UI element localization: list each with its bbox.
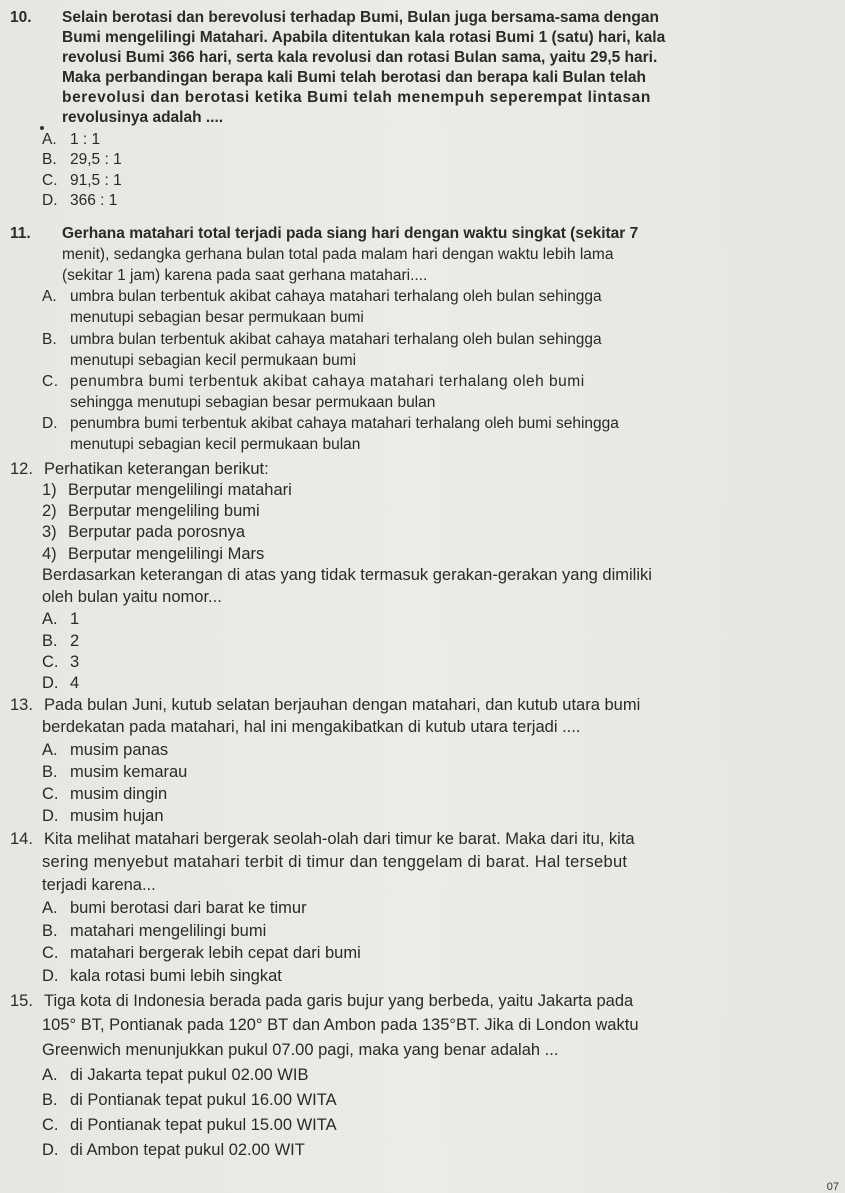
- question-number: 13.: [10, 696, 33, 714]
- question-text-line: menit), sedangka gerhana bulan total pada malam hari dengan waktu lebih lama: [62, 246, 614, 263]
- option-d[interactable]: D. kala rotasi bumi lebih singkat: [42, 967, 282, 985]
- list-item: 2) Berputar mengeliling bumi: [42, 502, 260, 520]
- question-text-line: Tiga kota di Indonesia berada pada garis bujur yang berbeda, yaitu Jakarta pada: [44, 992, 634, 1010]
- option-b-continued: menutupi sebagian kecil permukaan bumi: [70, 352, 357, 369]
- question-text-line: (sekitar 1 jam) karena pada saat gerhana matahari....: [62, 267, 428, 284]
- option-a[interactable]: A. musim panas: [42, 741, 169, 759]
- question-text-line: Gerhana matahari total terjadi pada siang hari dengan waktu singkat (sekitar 7: [62, 225, 639, 242]
- option-d[interactable]: D. 4: [42, 674, 80, 692]
- option-a[interactable]: A. umbra bulan terbentuk akibat cahaya matahari terhalang oleh bulan sehingga: [42, 288, 602, 305]
- question-number: 14.: [10, 830, 33, 848]
- list-item: 1) Berputar mengelilingi matahari: [42, 481, 292, 499]
- question-text-line: revolusi Bumi 366 hari, serta kala revolusi dan rotasi Bulan sama, yaitu 29,5 hari.: [62, 49, 658, 66]
- list-item: 4) Berputar mengelilingi Mars: [42, 545, 265, 563]
- question-number: 15.: [10, 992, 33, 1010]
- question-text-line: Berdasarkan keterangan di atas yang tidak termasuk gerakan-gerakan yang dimiliki: [42, 566, 652, 584]
- option-d[interactable]: D. 366 : 1: [42, 192, 118, 209]
- option-c[interactable]: C. 91,5 : 1: [42, 172, 122, 189]
- question-number: 10.: [10, 9, 32, 26]
- option-b[interactable]: B. di Pontianak tepat pukul 16.00 WITA: [42, 1091, 337, 1109]
- question-text-line: oleh bulan yaitu nomor...: [42, 588, 222, 606]
- question-text-line: Pada bulan Juni, kutub selatan berjauhan dengan matahari, dan kutub utara bumi: [44, 696, 641, 714]
- option-b[interactable]: B. umbra bulan terbentuk akibat cahaya matahari terhalang oleh bulan sehingga: [42, 331, 602, 348]
- question-text-line: berdekatan pada matahari, hal ini mengakibatkan di kutub utara terjadi ....: [42, 718, 581, 736]
- option-c[interactable]: C. penumbra bumi terbentuk akibat cahaya matahari terhalang oleh bumi: [42, 373, 585, 390]
- question-text-line: Selain berotasi dan berevolusi terhadap Bumi, Bulan juga bersama-sama dengan: [62, 9, 659, 26]
- option-a[interactable]: A. di Jakarta tepat pukul 02.00 WIB: [42, 1066, 309, 1084]
- option-c[interactable]: C. di Pontianak tepat pukul 15.00 WITA: [42, 1116, 337, 1134]
- question-text-line: Maka perbandingan berapa kali Bumi telah berotasi dan berapa kali Bulan telah: [62, 69, 646, 86]
- option-b[interactable]: B. matahari mengelilingi bumi: [42, 922, 267, 940]
- option-c[interactable]: C. matahari bergerak lebih cepat dari bumi: [42, 944, 361, 962]
- question-text-line: terjadi karena...: [42, 876, 156, 894]
- list-item: 3) Berputar pada porosnya: [42, 523, 246, 541]
- option-b[interactable]: B. 2: [42, 632, 80, 650]
- option-a-continued: menutupi sebagian besar permukaan bumi: [70, 309, 364, 326]
- question-number: 11.: [10, 225, 31, 242]
- option-a[interactable]: A. 1: [42, 610, 80, 628]
- option-d[interactable]: D. musim hujan: [42, 807, 164, 825]
- option-c[interactable]: C. musim dingin: [42, 785, 168, 803]
- question-text-line: revolusinya adalah ....: [62, 109, 224, 126]
- question-text-line: Perhatikan keterangan berikut:: [44, 460, 269, 478]
- option-d[interactable]: D. penumbra bumi terbentuk akibat cahaya matahari terhalang oleh bumi sehingga: [42, 415, 619, 432]
- question-text-line: berevolusi dan berotasi ketika Bumi telah menempuh seperempat lintasan: [62, 89, 651, 106]
- option-d[interactable]: D. di Ambon tepat pukul 02.00 WIT: [42, 1141, 305, 1159]
- question-text-line: Bumi mengelilingi Matahari. Apabila ditentukan kala rotasi Bumi 1 (satu) hari, kala: [62, 29, 666, 46]
- question-number: 12.: [10, 460, 33, 478]
- question-text-line: 105° BT, Pontianak pada 120° BT dan Ambon pada 135°BT. Jika di London waktu: [42, 1016, 639, 1034]
- option-b[interactable]: B. 29,5 : 1: [42, 151, 122, 168]
- option-a[interactable]: A. 1 : 1: [42, 131, 101, 148]
- page-mark: 07: [826, 1181, 839, 1193]
- question-text-line: sering menyebut matahari terbit di timur dan tenggelam di barat. Hal tersebut: [42, 853, 628, 871]
- question-text-line: Kita melihat matahari bergerak seolah-olah dari timur ke barat. Maka dari itu, kita: [44, 830, 635, 848]
- option-b[interactable]: B. musim kemarau: [42, 763, 188, 781]
- option-a[interactable]: A. bumi berotasi dari barat ke timur: [42, 899, 307, 917]
- option-c[interactable]: C. 3: [42, 653, 80, 671]
- bullet-dot-icon: [40, 126, 44, 130]
- option-c-continued: sehingga menutupi sebagian besar permukaan bulan: [70, 394, 436, 411]
- question-text-line: Greenwich menunjukkan pukul 07.00 pagi, maka yang benar adalah ...: [42, 1041, 559, 1059]
- option-d-continued: menutupi sebagian kecil permukaan bulan: [70, 436, 361, 453]
